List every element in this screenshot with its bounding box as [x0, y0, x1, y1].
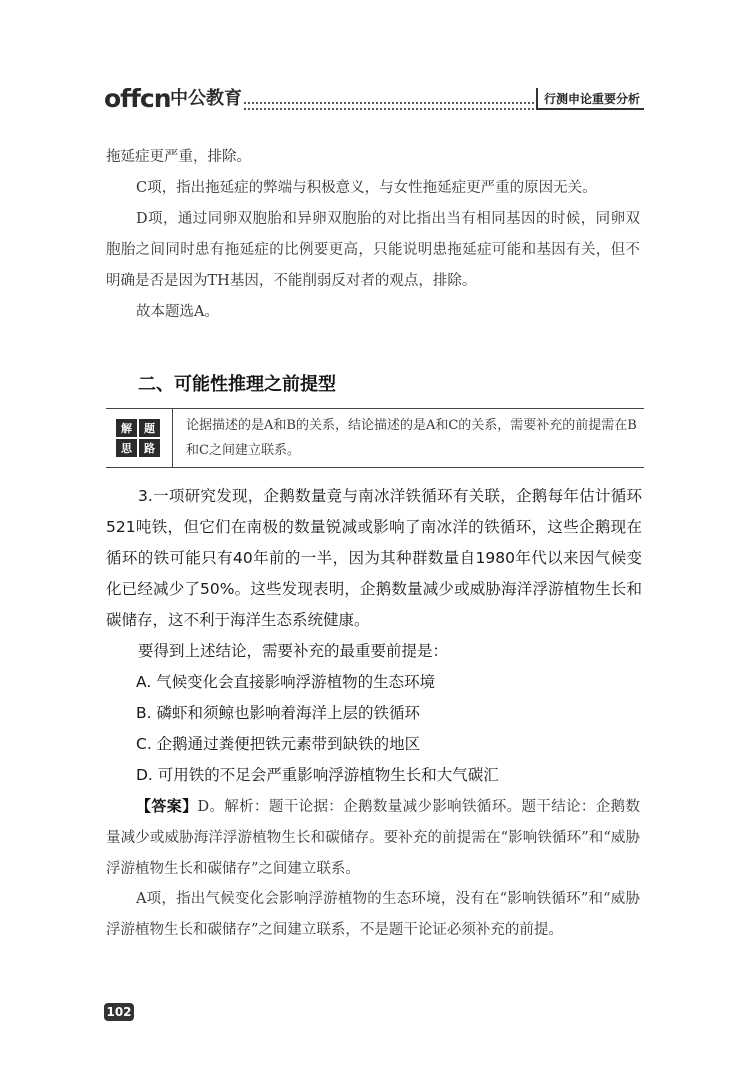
tip-separator [172, 409, 173, 467]
question-stem: 3.一项研究发现，企鹅数量竟与南冰洋铁循环有关联，企鹅每年估计循环521吨铁，但它们在南极的数量锐减或影响了南冰洋的铁循环，这些企鹅现在循环的铁可能只有40年前的一半，因为其种群数量自1980年代以来因气候变化已经减少了50%。这些发现表明，企鹅数量减少或威胁海洋浮游植物生长和碳储存，这不利于海洋生态系统健康。 [106, 487, 642, 629]
tip-badge [116, 419, 160, 457]
tip-box [106, 408, 644, 468]
tip-badge-char: 题 [139, 419, 160, 437]
section-label: 行测申论重要分析 [536, 88, 644, 110]
option-b: B. 磷虾和须鲸也影响着海洋上层的铁循环 [136, 704, 420, 722]
tip-text: 论据描述的是A和B的关系，结论描述的是A和C的关系，需要补充的前提需在B和C之间建立联系。 [186, 418, 637, 458]
page-number: 102 [104, 1003, 134, 1021]
answer-paragraph [106, 791, 640, 885]
option-d: D. 可用铁的不足会严重影响浮游植物生长和大气碳汇 [136, 766, 499, 784]
paragraph-c-item: C项，指出拖延症的弊端与积极意义，与女性拖延症更严重的原因无关。 [136, 180, 597, 196]
option-a: A. 气候变化会直接影响浮游植物的生态环境 [136, 673, 436, 691]
tip-badge-char: 路 [139, 439, 160, 457]
section-title: 二、可能性推理之前提型 [138, 374, 336, 395]
answer-label: 【答案】 [136, 797, 198, 815]
offcn-logo: offcn [104, 84, 171, 113]
brand-name: 中公教育 [170, 88, 242, 109]
question-prompt: 要得到上述结论，需要补充的最重要前提是： [138, 642, 449, 660]
answer-text: D。解析：题干论据：企鹅数量减少影响铁循环。题干结论：企鹅数量减少或威胁海洋浮游植物生长和碳储存。要补充的前提需在“影响铁循环”和“威胁浮游植物生长和碳储存”之间建立联系。 [106, 799, 640, 877]
paragraph-continuation: 拖延症更严重，排除。 [106, 149, 251, 165]
paragraph-a-item: A项，指出气候变化会影响浮游植物的生态环境，没有在“影响铁循环”和“威胁浮游植物生长和碳储存”之间建立联系，不是题干论证必须补充的前提。 [106, 891, 640, 938]
page-header [104, 84, 644, 114]
paragraph-d-item: D项，通过同卵双胞胎和异卵双胞胎的对比指出当有相同基因的时候，同卵双胞胎之间同时患有拖延症的比例要更高，只能说明患拖延症可能和基因有关，但不明确是否是因为TH基因，不能削弱反对者的观点，排除。 [106, 211, 640, 289]
tip-badge-char: 解 [116, 419, 137, 437]
header-divider [244, 102, 534, 110]
option-c: C. 企鹅通过粪便把铁元素带到缺铁的地区 [136, 735, 421, 753]
paragraph-conclusion: 故本题选A。 [136, 304, 219, 320]
tip-badge-char: 思 [116, 439, 137, 457]
